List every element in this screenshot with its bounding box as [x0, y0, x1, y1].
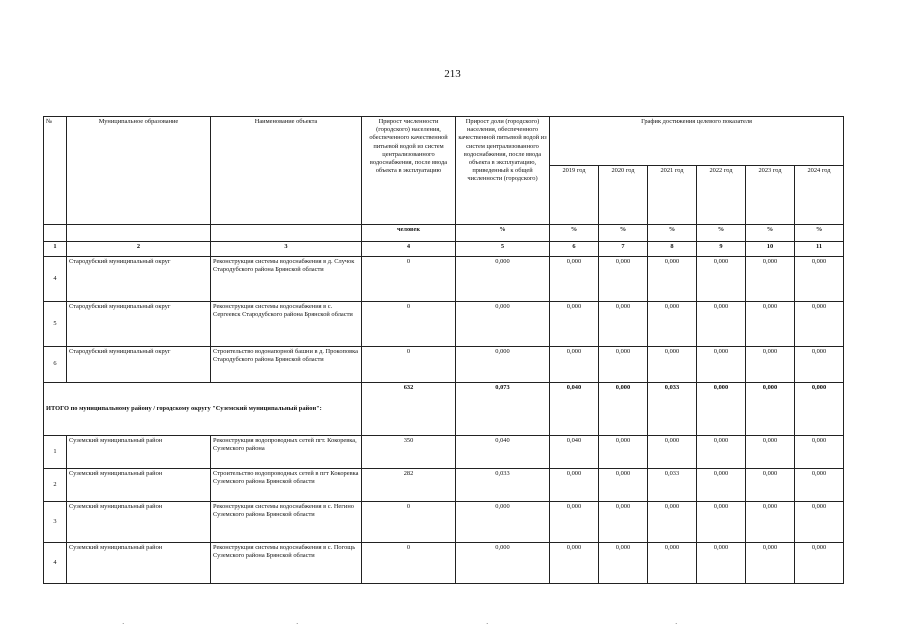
row-year-value: 0,000 — [795, 347, 844, 383]
column-numbers-row — [44, 242, 844, 257]
row-municipality: Стародубский муниципальный округ — [67, 257, 211, 302]
row-year-value: 0,000 — [746, 302, 795, 347]
row-share: 0,000 — [456, 347, 550, 383]
row-share: 0,033 — [456, 469, 550, 502]
unit-share: % — [456, 225, 550, 242]
header-year-2019: 2019 год — [550, 166, 599, 225]
header-row-top — [44, 117, 844, 166]
total-population: 632 — [362, 383, 456, 436]
unit-year: % — [648, 225, 697, 242]
col-number: 7 — [599, 242, 648, 257]
row-year-value: 0,000 — [795, 302, 844, 347]
unit-year: % — [550, 225, 599, 242]
row-year-value: 0,000 — [550, 302, 599, 347]
row-year-value: 0,000 — [599, 257, 648, 302]
row-municipality: Суземский муниципальный район — [67, 436, 211, 469]
row-population: 0 — [362, 347, 456, 383]
total-year-value: 0,033 — [648, 383, 697, 436]
table-row — [44, 257, 844, 302]
row-year-value: 0,000 — [697, 469, 746, 502]
row-share: 0,000 — [456, 502, 550, 543]
row-year-value: 0,000 — [795, 469, 844, 502]
unit-year: % — [697, 225, 746, 242]
row-object: Реконструкция водопроводных сетей пгт. Кокоревка, Суземского района — [211, 436, 362, 469]
unit-year: % — [746, 225, 795, 242]
row-number: 5 — [44, 302, 67, 347]
row-number: 2 — [44, 469, 67, 502]
row-year-value: 0,000 — [648, 257, 697, 302]
row-population: 0 — [362, 543, 456, 584]
total-row — [44, 383, 844, 436]
header-object: Наименование объекта — [211, 117, 362, 225]
row-year-value: 0,000 — [697, 543, 746, 584]
row-object: Строительство водопроводных сетей в пгт Кокоревка Суземского района Брянской области — [211, 469, 362, 502]
row-population: 0 — [362, 302, 456, 347]
row-year-value: 0,000 — [648, 543, 697, 584]
header-municipality: Муниципальное образование — [67, 117, 211, 225]
row-year-value: 0,000 — [697, 436, 746, 469]
row-year-value: 0,000 — [550, 469, 599, 502]
col-number: 2 — [67, 242, 211, 257]
row-municipality: Стародубский муниципальный округ — [67, 347, 211, 383]
row-number: 3 — [44, 502, 67, 543]
page-number: 213 — [444, 68, 461, 80]
row-number: 1 — [44, 436, 67, 469]
scan-speck: · — [296, 620, 299, 628]
row-year-value: 0,000 — [599, 469, 648, 502]
table-row — [44, 347, 844, 383]
units-row — [44, 225, 844, 242]
row-year-value: 0,000 — [697, 502, 746, 543]
row-share: 0,000 — [456, 257, 550, 302]
header-schedule: График достижения целевого показателя — [550, 117, 844, 166]
row-share: 0,000 — [456, 302, 550, 347]
row-municipality: Суземский муниципальный район — [67, 469, 211, 502]
col-number: 10 — [746, 242, 795, 257]
row-year-value: 0,000 — [746, 257, 795, 302]
scan-speck: · — [486, 620, 489, 628]
row-population: 350 — [362, 436, 456, 469]
row-year-value: 0,000 — [550, 257, 599, 302]
row-year-value: 0,000 — [648, 347, 697, 383]
col-number: 5 — [456, 242, 550, 257]
row-object: Реконструкция системы водоснабжения в с. Сергеевск Стародубского района Брянской области — [211, 302, 362, 347]
scan-speck: · — [675, 620, 678, 628]
row-share: 0,040 — [456, 436, 550, 469]
row-year-value: 0,000 — [599, 302, 648, 347]
row-year-value: 0,000 — [550, 502, 599, 543]
total-year-value: 0,040 — [550, 383, 599, 436]
header-population-growth: Прирост численности (городского) населения, обеспеченного качественной питьевой водой из систем централизованного водоснабжения, после ввода объекта в эксплуатацию — [362, 117, 456, 225]
row-object: Реконструкция системы водоснабжения в с. Негино Суземского района Брянской области — [211, 502, 362, 543]
row-object: Реконструкция системы водоснабжения в с. Погощь Суземского района Брянской области — [211, 543, 362, 584]
row-year-value: 0,000 — [746, 543, 795, 584]
col-number: 1 — [44, 242, 67, 257]
row-number: 4 — [44, 543, 67, 584]
total-share: 0,073 — [456, 383, 550, 436]
row-year-value: 0,000 — [648, 502, 697, 543]
row-year-value: 0,000 — [648, 302, 697, 347]
row-year-value: 0,000 — [746, 347, 795, 383]
row-year-value: 0,000 — [795, 502, 844, 543]
row-population: 0 — [362, 257, 456, 302]
row-year-value: 0,000 — [550, 543, 599, 584]
header-share-growth: Прирост доли (городского) населения, обеспеченного качественной питьевой водой из систем централизованного водоснабжения, после ввода объекта в эксплуатацию, приведенный к общей численности (городского) — [456, 117, 550, 225]
header-year-2023: 2023 год — [746, 166, 795, 225]
total-year-value: 0,000 — [697, 383, 746, 436]
row-share: 0,000 — [456, 543, 550, 584]
header-year-2021: 2021 год — [648, 166, 697, 225]
col-number: 8 — [648, 242, 697, 257]
row-year-value: 0,000 — [746, 436, 795, 469]
unit-pop: человек — [362, 225, 456, 242]
row-population: 0 — [362, 502, 456, 543]
row-year-value: 0,000 — [746, 502, 795, 543]
row-year-value: 0,000 — [746, 469, 795, 502]
row-year-value: 0,000 — [697, 302, 746, 347]
row-municipality: Стародубский муниципальный округ — [67, 302, 211, 347]
row-year-value: 0,000 — [599, 502, 648, 543]
row-municipality: Суземский муниципальный район — [67, 543, 211, 584]
table-row — [44, 436, 844, 469]
row-year-value: 0,040 — [550, 436, 599, 469]
row-year-value: 0,000 — [550, 347, 599, 383]
col-number: 6 — [550, 242, 599, 257]
header-year-2024: 2024 год — [795, 166, 844, 225]
col-number: 9 — [697, 242, 746, 257]
col-number: 4 — [362, 242, 456, 257]
row-year-value: 0,000 — [599, 543, 648, 584]
row-year-value: 0,000 — [795, 436, 844, 469]
scan-speck: · — [122, 620, 125, 628]
unit-year: % — [795, 225, 844, 242]
table-row — [44, 543, 844, 584]
row-number: 4 — [44, 257, 67, 302]
unit-year: % — [599, 225, 648, 242]
row-municipality: Суземский муниципальный район — [67, 502, 211, 543]
row-year-value: 0,000 — [697, 257, 746, 302]
row-year-value: 0,000 — [795, 257, 844, 302]
row-year-value: 0,033 — [648, 469, 697, 502]
header-year-2020: 2020 год — [599, 166, 648, 225]
target-indicator-table — [43, 116, 844, 584]
total-label: ИТОГО по муниципальному району / городскому округу "Суземский муниципальный район": — [44, 383, 362, 436]
row-year-value: 0,000 — [697, 347, 746, 383]
table-row — [44, 502, 844, 543]
header-no: № — [44, 117, 67, 225]
total-year-value: 0,000 — [746, 383, 795, 436]
row-population: 282 — [362, 469, 456, 502]
row-year-value: 0,000 — [795, 543, 844, 584]
row-year-value: 0,000 — [599, 436, 648, 469]
row-year-value: 0,000 — [599, 347, 648, 383]
total-year-value: 0,000 — [795, 383, 844, 436]
col-number: 3 — [211, 242, 362, 257]
row-object: Строительство водонапорной башни в д. Прокоповка Стародубского района Брянской области — [211, 347, 362, 383]
row-year-value: 0,000 — [648, 436, 697, 469]
row-object: Реконструкция системы водоснабжения в д. Случок Стародубского района Брянской области — [211, 257, 362, 302]
col-number: 11 — [795, 242, 844, 257]
row-number: 6 — [44, 347, 67, 383]
header-year-2022: 2022 год — [697, 166, 746, 225]
table-row — [44, 469, 844, 502]
total-year-value: 0,000 — [599, 383, 648, 436]
table-row — [44, 302, 844, 347]
